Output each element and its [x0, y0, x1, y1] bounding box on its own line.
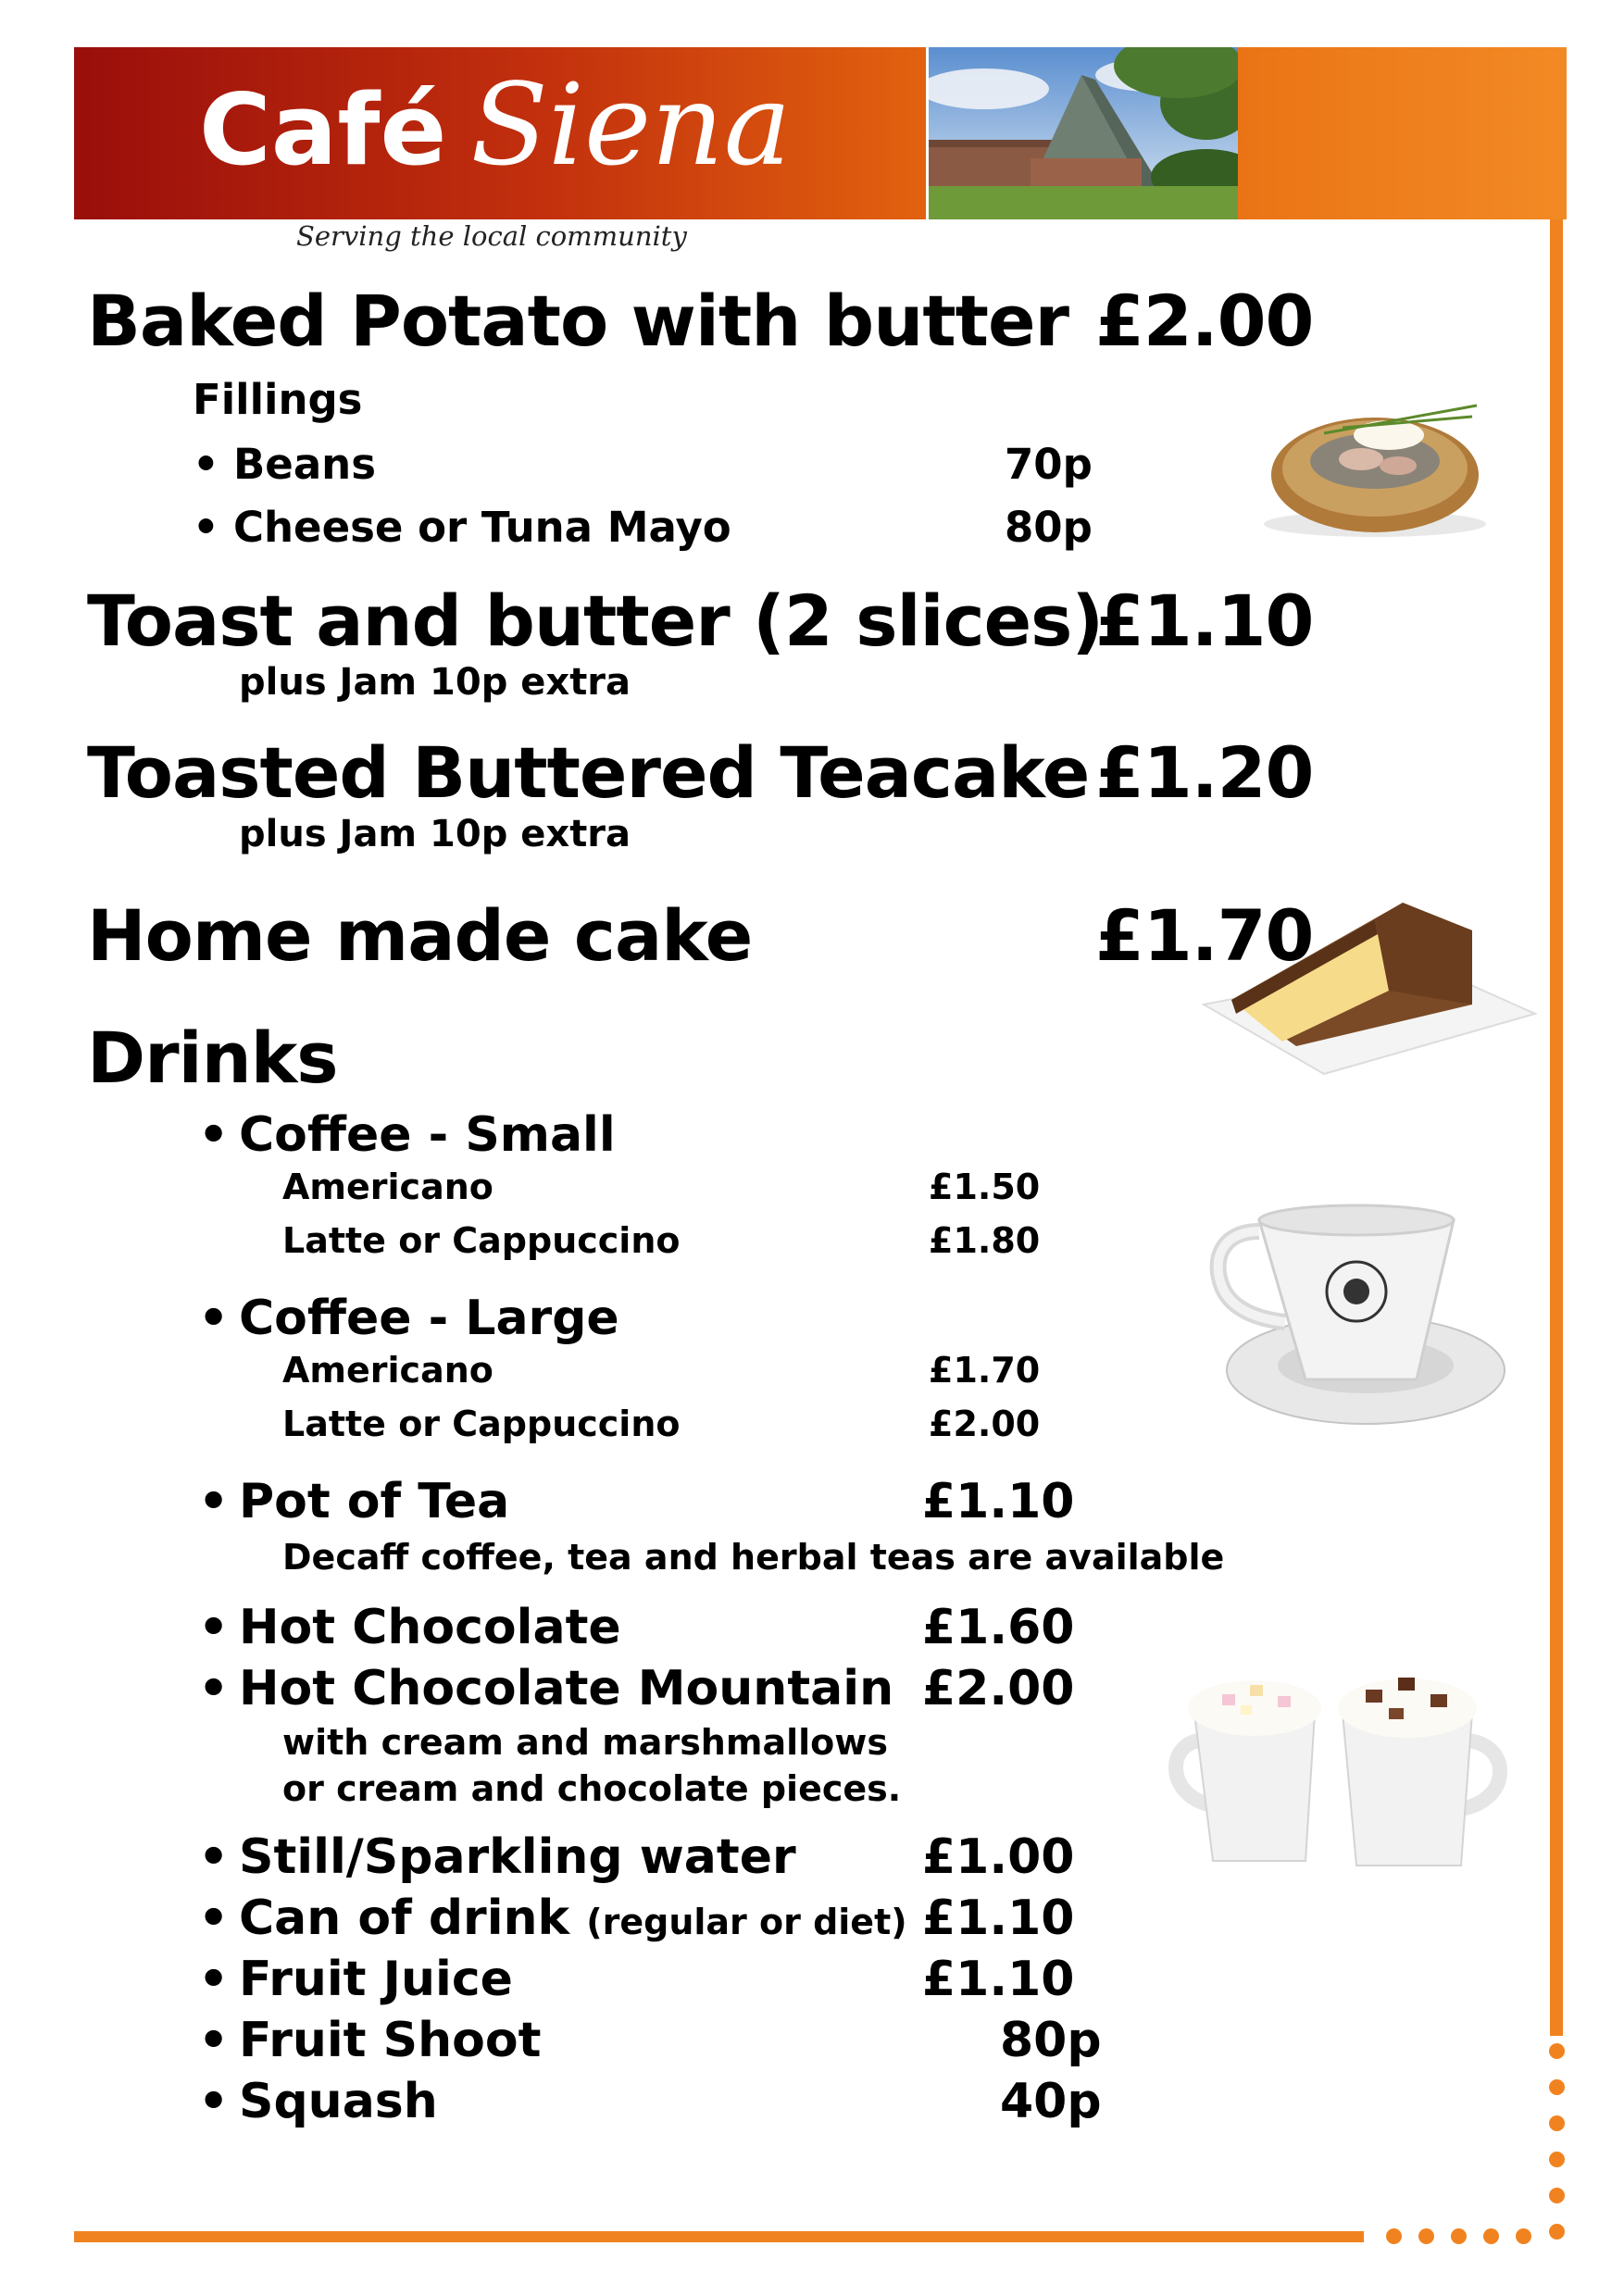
frame-dot — [1516, 2228, 1531, 2244]
coffee-cup-photo — [1204, 1194, 1509, 1435]
frame-dot — [1549, 2043, 1565, 2059]
can-of-drink-name: Can of drink — [239, 1890, 570, 1946]
baked-potato-photo — [1259, 368, 1491, 544]
frame-dot — [1483, 2228, 1499, 2244]
fruit-juice-price: £1.10 — [922, 1952, 1075, 2007]
coffee-large-latte-price: £2.00 — [929, 1404, 1041, 1444]
title-siena-word: Siena — [470, 59, 792, 191]
can-of-drink-qualifier: (regular or diet) — [586, 1902, 907, 1942]
coffee-large-americano: Americano — [282, 1350, 493, 1391]
coffee-small-americano-price: £1.50 — [929, 1167, 1041, 1207]
hot-chocolate-mountain-note-1: with cream and marshmallows — [282, 1722, 888, 1763]
toast-price: £1.10 — [1095, 580, 1314, 662]
squash-price: 40p — [1000, 2074, 1102, 2129]
can-of-drink-price: £1.10 — [922, 1890, 1075, 1946]
frame-dot — [1386, 2228, 1402, 2244]
water-price: £1.00 — [922, 1829, 1075, 1885]
cafe-title — [199, 59, 792, 191]
coffee-small-latte: Latte or Cappuccino — [282, 1220, 681, 1261]
hot-chocolate-price: £1.60 — [922, 1600, 1075, 1655]
filling-cheese-tuna: • Cheese or Tuna Mayo — [233, 502, 731, 554]
baked-potato-price: £2.00 — [1095, 280, 1314, 362]
coffee-small-latte-price: £1.80 — [929, 1220, 1041, 1261]
fillings-label: Fillings — [193, 375, 363, 424]
cake-name: Home made cake — [87, 894, 753, 977]
frame-dot — [1549, 2115, 1565, 2131]
hot-chocolate-mountain-name: • Hot Chocolate Mountain — [239, 1659, 893, 1718]
teacake-note: plus Jam 10p extra — [239, 813, 631, 855]
baked-potato-name: Baked Potato with butter — [87, 280, 1069, 362]
coffee-large-label: • Coffee - Large — [239, 1289, 619, 1348]
coffee-large-latte: Latte or Cappuccino — [282, 1404, 681, 1444]
title-cafe-word: Café — [199, 73, 447, 187]
church-photo — [929, 47, 1238, 219]
toast-note: plus Jam 10p extra — [239, 661, 631, 704]
filling-beans: • Beans — [233, 439, 376, 491]
coffee-small-americano: Americano — [282, 1167, 493, 1207]
drinks-heading: Drinks — [87, 1017, 338, 1099]
coffee-large-americano-price: £1.70 — [929, 1350, 1041, 1391]
fruit-shoot-price: 80p — [1000, 2013, 1102, 2068]
filling-cheese-tuna-price: 80p — [1005, 503, 1093, 552]
cake-price: £1.70 — [1095, 894, 1314, 977]
toast-name: Toast and butter (2 slices) — [87, 580, 1104, 662]
frame-dot — [1549, 2224, 1565, 2240]
filling-beans-price: 70p — [1005, 440, 1093, 489]
teacake-name: Toasted Buttered Teacake — [87, 731, 1090, 814]
frame-dot — [1418, 2228, 1434, 2244]
hot-chocolate-mountain-price: £2.00 — [922, 1661, 1075, 1716]
fruit-shoot-name: • Fruit Shoot — [239, 2011, 541, 2070]
fruit-juice-name: • Fruit Juice — [239, 1950, 513, 2009]
frame-dot — [1549, 2152, 1565, 2167]
cake-slice-photo — [1194, 875, 1537, 1079]
header-banner-accent — [1238, 47, 1567, 219]
tea-note: Decaff coffee, tea and herbal teas are available — [282, 1537, 1225, 1578]
tea-name: • Pot of Tea — [239, 1472, 509, 1531]
coffee-small-label: • Coffee - Small — [239, 1105, 616, 1165]
can-of-drink — [239, 1889, 907, 1952]
tagline: Serving the local community — [296, 220, 687, 252]
hot-chocolate-mountain-note-2: or cream and chocolate pieces. — [282, 1768, 902, 1809]
orange-frame-vertical — [1550, 219, 1563, 2036]
hot-chocolate-name: • Hot Chocolate — [239, 1598, 621, 1657]
teacake-price: £1.20 — [1095, 731, 1314, 814]
hot-chocolate-mugs-photo — [1157, 1657, 1518, 1879]
squash-name: • Squash — [239, 2072, 438, 2131]
frame-dot — [1451, 2228, 1467, 2244]
water-name: • Still/Sparkling water — [239, 1828, 796, 1887]
tea-price: £1.10 — [922, 1474, 1075, 1529]
orange-frame-horizontal — [74, 2231, 1364, 2242]
frame-dot — [1549, 2079, 1565, 2095]
frame-dot — [1549, 2188, 1565, 2203]
